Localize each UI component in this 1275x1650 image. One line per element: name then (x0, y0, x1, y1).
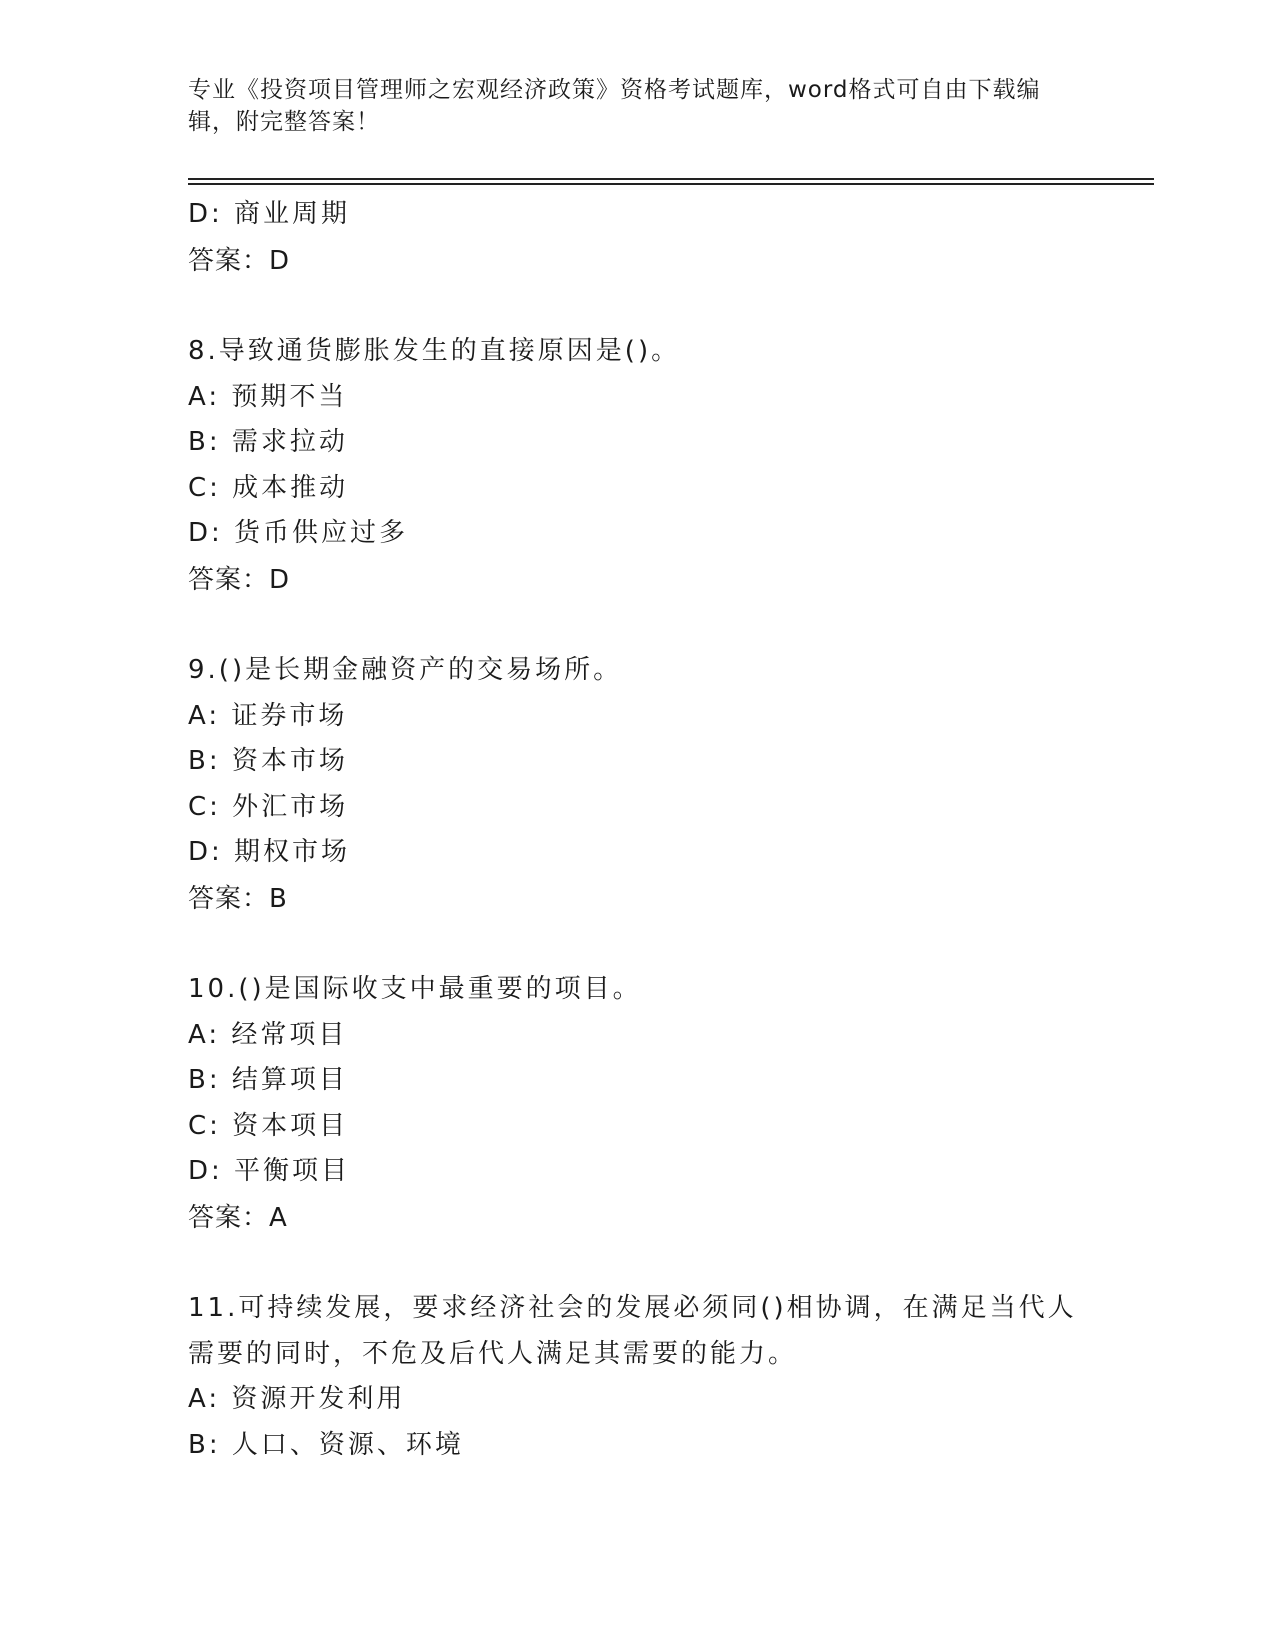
option-d: D: 货币供应过多 (188, 518, 409, 548)
option-c: C: 资本项目 (188, 1110, 349, 1141)
option-c: C: 成本推动 (188, 472, 349, 503)
option-d: D: 期权市场 (188, 837, 351, 867)
question-11 (188, 1286, 1088, 1468)
option-b: B: 结算项目 (188, 1065, 348, 1095)
header-divider-bottom (188, 183, 1154, 185)
option-a: A: 证券市场 (188, 700, 348, 731)
answer: 答案：D (188, 564, 291, 595)
spacer (188, 922, 1088, 968)
question-8 (188, 329, 1088, 603)
option-b: B: 人口、资源、环境 (188, 1429, 464, 1460)
question-9 (188, 648, 1088, 922)
question-list (188, 192, 1088, 1468)
option-a: A: 资源开发利用 (188, 1384, 406, 1414)
question-text: 9.()是长期金融资产的交易场所。 (188, 655, 623, 685)
answer: 答案：B (188, 883, 288, 914)
option-b: B: 需求拉动 (188, 427, 348, 457)
header-divider-top (188, 178, 1154, 180)
answer: 答案：A (188, 1202, 288, 1233)
option-d: D: 商业周期 (188, 199, 351, 229)
spacer (188, 284, 1088, 330)
question-text: 11.可持续发展，要求经济社会的发展必须同()相协调，在满足当代人需要的同时，不危及后代人满足其需要的能力。 (188, 1293, 1077, 1369)
question-text: 10.()是国际收支中最重要的项目。 (188, 974, 642, 1004)
option-a: A: 经常项目 (188, 1019, 348, 1050)
answer: 答案：D (188, 245, 291, 276)
option-c: C: 外汇市场 (188, 791, 349, 822)
option-a: A: 预期不当 (188, 381, 348, 412)
spacer (188, 1241, 1088, 1287)
spacer (188, 603, 1088, 649)
page-header: 专业《投资项目管理师之宏观经济政策》资格考试题库，word格式可自由下载编辑，附完整答案！ (188, 77, 1041, 135)
option-d: D: 平衡项目 (188, 1156, 351, 1186)
question-10 (188, 967, 1088, 1241)
question-text: 8.导致通货膨胀发生的直接原因是()。 (188, 336, 681, 366)
option-b: B: 资本市场 (188, 746, 348, 776)
